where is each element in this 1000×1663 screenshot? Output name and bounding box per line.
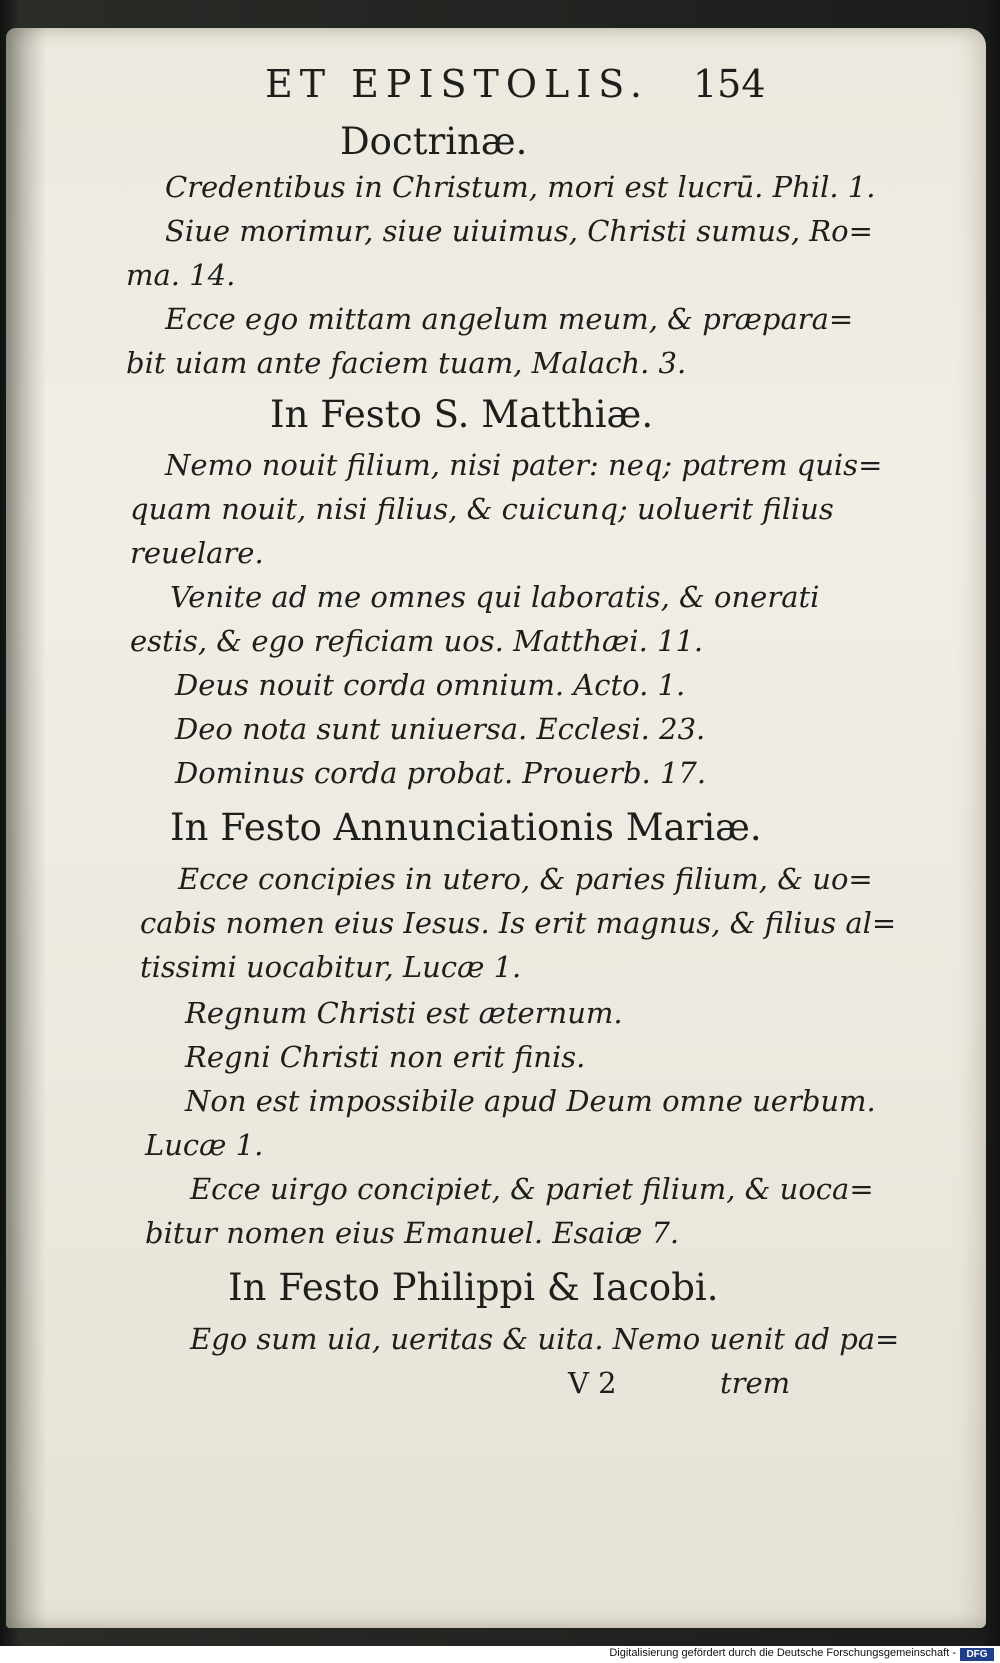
text-line: Ego sum uia, ueritas & uita. Nemo uenit ad pa= <box>190 1322 900 1356</box>
text-line: quam nouit, nisi filius, & cuicunq; uoluerit filius <box>130 492 834 526</box>
section-heading: In Festo S. Matthiæ. <box>270 393 654 436</box>
text-line: Ecce concipies in utero, & paries filium, & uo= <box>178 862 873 896</box>
signature-mark: V 2 <box>568 1366 617 1400</box>
text-line: Dominus corda probat. Prouerb. 17. <box>175 756 707 790</box>
text-line: Nemo nouit filium, nisi pater: neq; patrem quis= <box>165 448 883 482</box>
text-line: Deo nota sunt uniuersa. Ecclesi. 23. <box>175 712 706 746</box>
text-line: Venite ad me omnes qui laboratis, & onerati <box>170 580 820 614</box>
section-heading: In Festo Philippi & Iacobi. <box>228 1266 719 1309</box>
text-line: Credentibus in Christum, mori est lucrū. Phil. 1. <box>165 170 876 204</box>
text-line: Ecce uirgo concipiet, & pariet filium, & uoca= <box>190 1172 874 1206</box>
dfg-logo: DFG <box>960 1648 994 1661</box>
gutter-shadow <box>6 28 46 1628</box>
text-line: bitur nomen eius Emanuel. Esaiæ 7. <box>145 1216 680 1250</box>
text-line: ma. 14. <box>126 258 236 292</box>
text-line: Siue morimur, siue uiuimus, Christi sumus, Ro= <box>165 214 873 248</box>
section-heading: In Festo Annunciationis Mariæ. <box>170 806 762 849</box>
text-line: tissimi uocabitur, Lucæ 1. <box>140 950 522 984</box>
text-line: reuelare. <box>130 536 264 570</box>
text-line: bit uiam ante faciem tuam, Malach. 3. <box>126 346 687 380</box>
catchword: trem <box>720 1366 791 1400</box>
text-line: Non est impossibile apud Deum omne uerbum. <box>185 1084 876 1118</box>
text-line: Regnum Christi est æternum. <box>185 996 623 1030</box>
text-line: estis, & ego reficiam uos. Matthæi. 11. <box>130 624 704 658</box>
text-line: Lucæ 1. <box>145 1128 264 1162</box>
text-line: Deus nouit corda omnium. Acto. 1. <box>175 668 686 702</box>
text-line: Ecce ego mittam angelum meum, & præpara= <box>165 302 854 336</box>
text-line: Regni Christi non erit finis. <box>185 1040 586 1074</box>
running-head: ET EPISTOLIS. <box>265 62 650 106</box>
section-heading: Doctrinæ. <box>340 120 528 163</box>
text-line: cabis nomen eius Iesus. Is erit magnus, & filius al= <box>140 906 897 940</box>
page-number: 154 <box>693 62 766 106</box>
digitization-credit: Digitalisierung gefördert durch die Deutsche Forschungsgemeinschaft - <box>609 1647 956 1659</box>
